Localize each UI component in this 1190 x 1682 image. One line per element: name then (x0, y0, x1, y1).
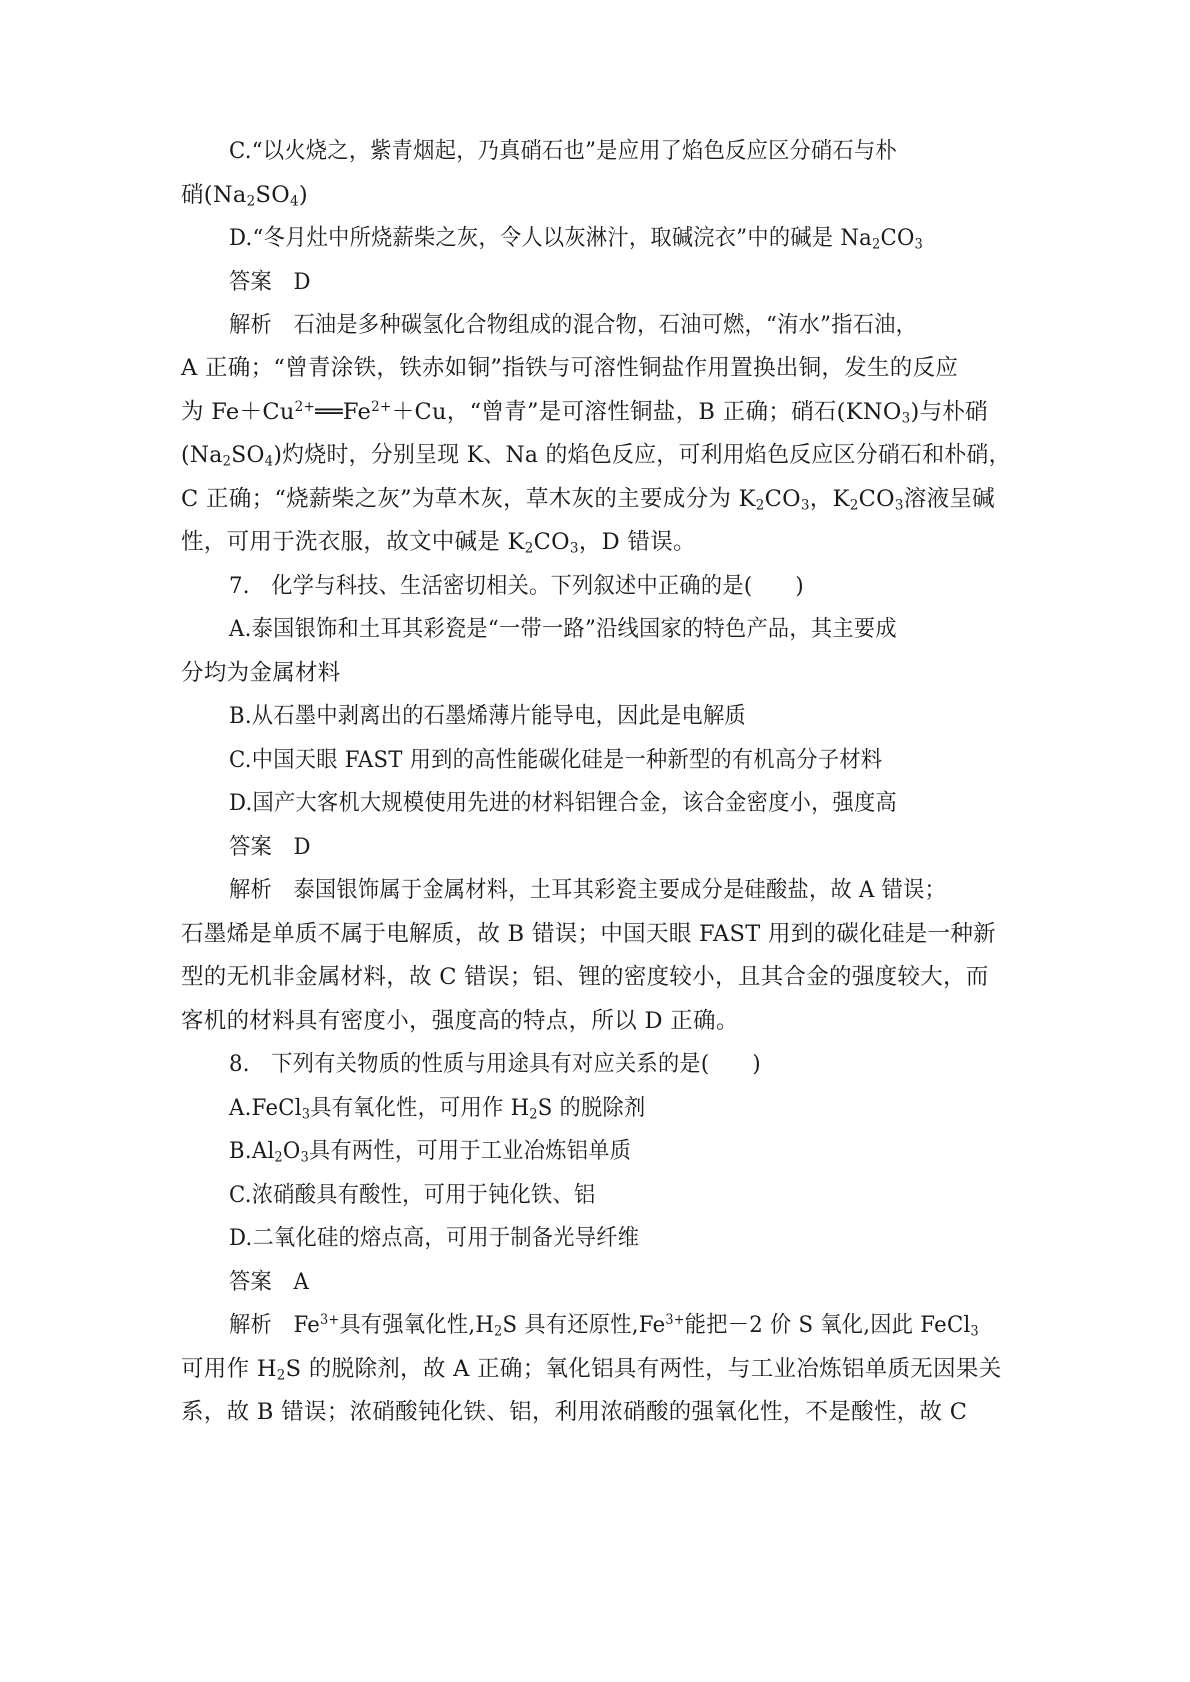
q6-analysis-line5: C 正确；“烧薪柴之灰”为草木灰，草木灰的主要成分为 $K_2CO_3$，$K_2CO_3$溶液呈碱 (181, 486, 995, 514)
q6-analysis-line6: 性，可用于洗衣服，故文中碱是 $K_2CO_3$，D 错误。 (181, 529, 696, 557)
q7-option-d: D.国产大客机大规模使用先进的材料铝锂合金，该合金密度小，强度高 (229, 790, 897, 816)
q6-analysis-line3: 为 $Fe+Cu^{2+}══Fe^{2+}+Cu$，“曾青”是可溶性铜盐，B 正确；硝石$(KNO_3)$与朴硝 (181, 398, 988, 427)
q7-option-a-line2: 分均为金属材料 (181, 660, 341, 686)
q6-answer: 答案 D (229, 269, 311, 295)
q8-option-a: A.FeCl$_3$具有氧化性，可用作 $H_2S$ 的脱除剂 (229, 1095, 646, 1123)
q6-option-c-line1: C.“以火烧之，紫青烟起，乃真硝石也”是应用了焰色反应区分硝石与朴 (229, 138, 897, 164)
q7-analysis-line1: 解析 泰国银饰属于金属材料，土耳其彩瓷主要成分是硅酸盐，故 A 错误； (229, 877, 947, 903)
q8-answer: 答案 A (229, 1269, 310, 1295)
q6-option-d: D.“冬月灶中所烧薪柴之灰，令人以灰淋汁，取碱浣衣”中的碱是 $Na_2CO_3$ (229, 225, 924, 253)
q8-stem: 8. 下列有关物质的性质与用途具有对应关系的是( ) (229, 1051, 761, 1077)
q7-option-b: B.从石墨中剥离出的石墨烯薄片能导电，因此是电解质 (229, 703, 746, 729)
q8-option-b: $B.Al_2O_3$具有两性，可用于工业冶炼铝单质 (229, 1138, 632, 1166)
q7-analysis-line3: 型的无机非金属材料，故 C 错误；铝、锂的密度较小，且其合金的强度较大，而 (181, 964, 989, 990)
q6-analysis-line2: A 正确；“曾青涂铁，铁赤如铜”指铁与可溶性铜盐作用置换出铜，发生的反应 (181, 355, 959, 381)
q8-analysis-line3: 系，故 B 错误；浓硝酸钝化铁、铝，利用浓硝酸的强氧化性，不是酸性，故 C (181, 1399, 968, 1425)
q7-option-a-line1: A.泰国银饰和土耳其彩瓷是“一带一路”沿线国家的特色产品，其主要成 (229, 616, 897, 642)
q7-analysis-line2: 石墨烯是单质不属于电解质，故 B 错误；中国天眼 FAST 用到的碳化硅是一种新 (181, 921, 996, 947)
q8-analysis-line1: 解析 $Fe^{3+}$具有强氧化性$,H_2S$ 具有还原性$,Fe^{3+}$能把－2 价 S 氧化,因此 FeCl$_3$ (229, 1311, 979, 1340)
q6-analysis-line4: $(Na_2SO_4)$灼烧时，分别呈现 K、Na 的焰色反应，可利用焰色反应区分硝石和朴硝， (181, 442, 1011, 470)
q6-option-c-line2: 硝$(Na_2SO_4)$ (181, 182, 308, 210)
q7-stem: 7. 化学与科技、生活密切相关。下列叙述中正确的是( ) (229, 573, 804, 599)
q8-analysis-line2: 可用作 $H_2S$ 的脱除剂，故 A 正确；氧化铝具有两性，与工业冶炼铝单质无因果关 (181, 1356, 1002, 1384)
q6-analysis-line1: 解析 石油是多种碳氢化合物组成的混合物，石油可燃，“洧水”指石油， (229, 312, 918, 338)
q7-analysis-line4: 客机的材料具有密度小，强度高的特点，所以 D 正确。 (181, 1008, 739, 1034)
q8-option-d: D.二氧化硅的熔点高，可用于制备光导纤维 (229, 1225, 640, 1251)
q7-option-c: C.中国天眼 FAST 用到的高性能碳化硅是一种新型的有机高分子材料 (229, 747, 883, 773)
q8-option-c: C.浓硝酸具有酸性，可用于钝化铁、铝 (229, 1182, 596, 1208)
q7-answer: 答案 D (229, 834, 311, 860)
